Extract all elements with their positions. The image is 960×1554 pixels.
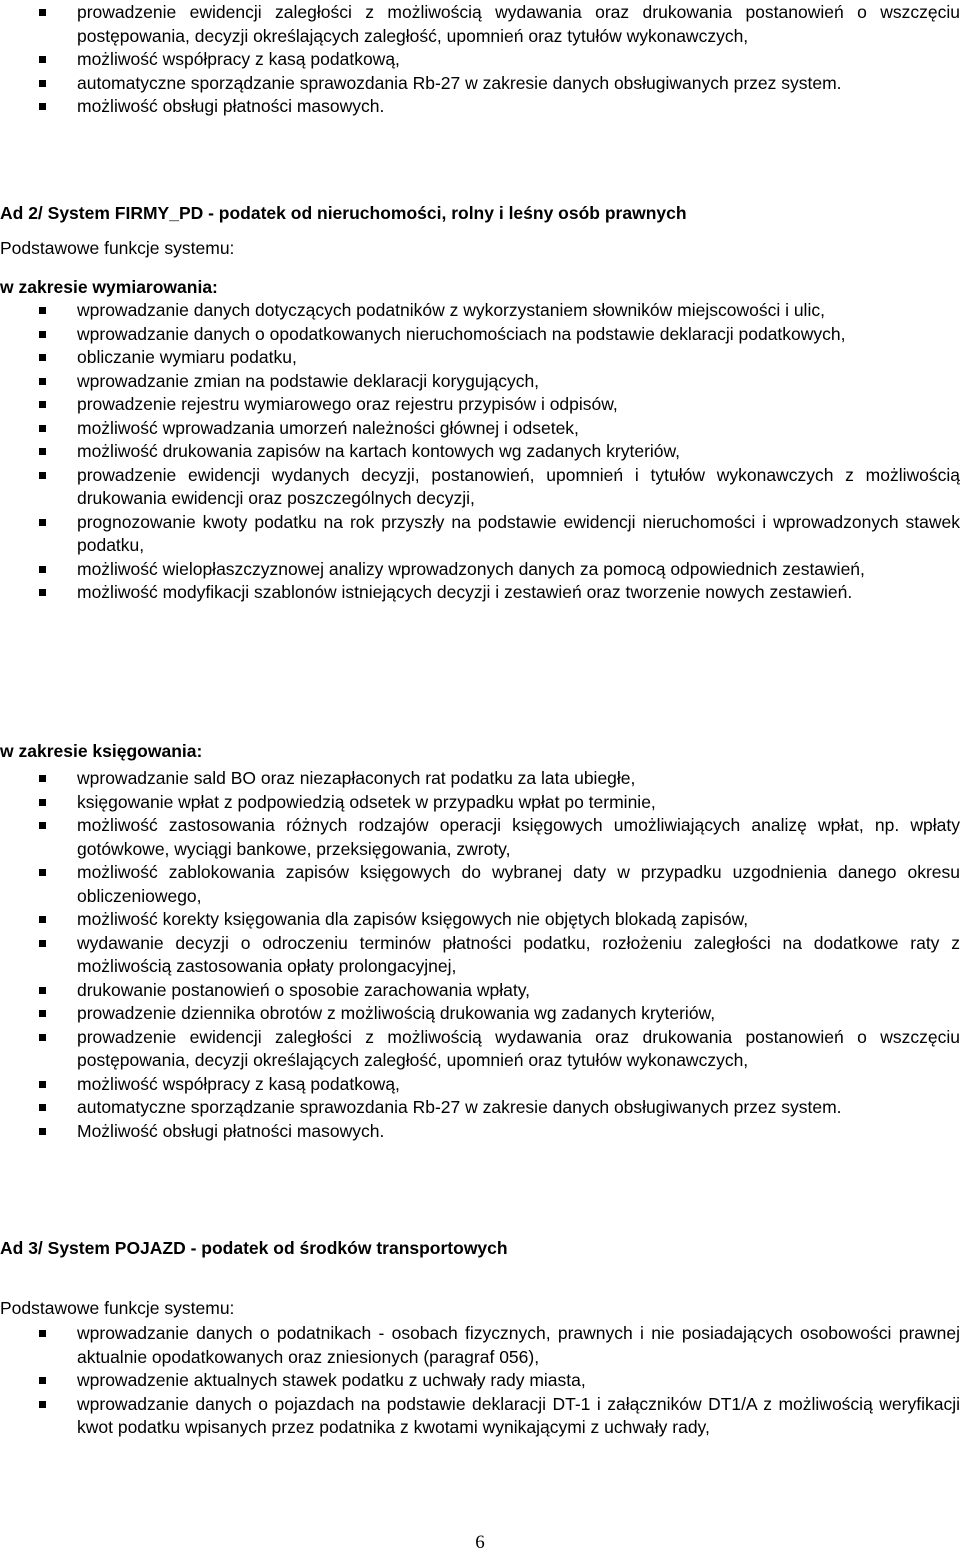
list-item: możliwość korekty księgowania dla zapisów księgowych nie objętych blokadą zapisów,: [0, 908, 960, 932]
bullet-icon: [39, 472, 46, 479]
list-item: wprowadzanie danych o pojazdach na podstawie deklaracji DT-1 i załączników DT1/A z możliwością weryfikacji kwot podatku wpisanych przez podatnika z kwotami wynikającymi z uchwały rady,: [0, 1393, 960, 1440]
wymiar-list: [0, 299, 960, 605]
list-item: możliwość zablokowania zapisów księgowych do wybranej daty w przypadku uzgodnienia danego okresu obliczeniowego,: [0, 861, 960, 908]
bullet-icon: [39, 103, 46, 110]
bullet-icon: [39, 354, 46, 361]
bullet-icon: [39, 799, 46, 806]
bullet-icon: [39, 775, 46, 782]
bullet-icon: [39, 589, 46, 596]
bullet-icon: [39, 331, 46, 338]
section3-list: [0, 1322, 960, 1440]
list-item: możliwość zastosowania różnych rodzajów operacji księgowych umożliwiających analizę wpłat, np. wpłaty gotówkowe, wyciągi bankowe, przeksięgowania, zwroty,: [0, 814, 960, 861]
list-item: wprowadzanie danych o podatnikach - osobach fizycznych, prawnych i nie posiadających osobowości prawnej aktualnie opodatkowanych oraz zniesionych (paragraf 056),: [0, 1322, 960, 1369]
bullet-icon: [39, 940, 46, 947]
bullet-icon: [39, 822, 46, 829]
list-item: możliwość modyfikacji szablonów istniejących decyzji i zestawień oraz tworzenie nowych zestawień.: [0, 581, 960, 605]
list-item: księgowanie wpłat z podpowiedzią odsetek w przypadku wpłat po terminie,: [0, 791, 960, 815]
section2-intro: Podstawowe funkcje systemu:: [0, 238, 235, 258]
list-item: Możliwość obsługi płatności masowych.: [0, 1120, 960, 1144]
list-item: prowadzenie rejestru wymiarowego oraz rejestru przypisów i odpisów,: [0, 393, 960, 417]
section3-heading: Ad 3/ System POJAZD - podatek od środków transportowych: [0, 1238, 508, 1258]
bullet-icon: [39, 9, 46, 16]
section3-intro: Podstawowe funkcje systemu:: [0, 1298, 235, 1318]
page-number: 6: [475, 1532, 485, 1553]
bullet-icon: [39, 869, 46, 876]
section2-heading: Ad 2/ System FIRMY_PD - podatek od nieruchomości, rolny i leśny osób prawnych: [0, 203, 687, 223]
intro-list: [0, 1, 960, 119]
bullet-icon: [39, 448, 46, 455]
list-item: prowadzenie ewidencji zaległości z możliwością wydawania oraz drukowania postanowień o wszczęciu postępowania, decyzji określających zaległość, upomnień oraz tytułów wykonawczych,: [0, 1026, 960, 1073]
list-item: prowadzenie ewidencji zaległości z możliwością wydawania oraz drukowania postanowień o wszczęciu postępowania, decyzji określających zaległość, upomnień oraz tytułów wykonawczych,: [0, 1, 960, 48]
list-item: wydawanie decyzji o odroczeniu terminów płatności podatku, rozłożeniu zaległości na dodatkowe raty z możliwością zastosowania opłaty prolongacyjnej,: [0, 932, 960, 979]
bullet-icon: [39, 1377, 46, 1384]
bullet-icon: [39, 1104, 46, 1111]
bullet-icon: [39, 1128, 46, 1135]
bullet-icon: [39, 916, 46, 923]
bullet-icon: [39, 80, 46, 87]
bullet-icon: [39, 56, 46, 63]
bullet-icon: [39, 1330, 46, 1337]
list-item: automatyczne sporządzanie sprawozdania Rb-27 w zakresie danych obsługiwanych przez system.: [0, 1096, 960, 1120]
ksieg-heading: w zakresie księgowania:: [0, 741, 203, 761]
list-item: możliwość współpracy z kasą podatkową,: [0, 48, 960, 72]
list-item: wprowadzanie zmian na podstawie deklaracji korygujących,: [0, 370, 960, 394]
bullet-icon: [39, 987, 46, 994]
wymiar-heading: w zakresie wymiarowania:: [0, 277, 218, 297]
bullet-icon: [39, 1081, 46, 1088]
list-item: drukowanie postanowień o sposobie zarachowania wpłaty,: [0, 979, 960, 1003]
bullet-icon: [39, 1401, 46, 1408]
list-item: możliwość wielopłaszczyznowej analizy wprowadzonych danych za pomocą odpowiednich zestawień,: [0, 558, 960, 582]
list-item: wprowadzanie danych o opodatkowanych nieruchomościach na podstawie deklaracji podatkowych,: [0, 323, 960, 347]
list-item: prognozowanie kwoty podatku na rok przyszły na podstawie ewidencji nieruchomości i wprowadzonych stawek podatku,: [0, 511, 960, 558]
list-item: wprowadzenie aktualnych stawek podatku z uchwały rady miasta,: [0, 1369, 960, 1393]
list-item: wprowadzanie sald BO oraz niezapłaconych rat podatku za lata ubiegłe,: [0, 767, 960, 791]
bullet-icon: [39, 1010, 46, 1017]
list-item: możliwość obsługi płatności masowych.: [0, 95, 960, 119]
list-item: możliwość wprowadzania umorzeń należności głównej i odsetek,: [0, 417, 960, 441]
bullet-icon: [39, 307, 46, 314]
list-item: automatyczne sporządzanie sprawozdania Rb-27 w zakresie danych obsługiwanych przez system.: [0, 72, 960, 96]
list-item: prowadzenie ewidencji wydanych decyzji, postanowień, upomnień i tytułów wykonawczych z możliwością drukowania ewidencji oraz poszczególnych decyzji,: [0, 464, 960, 511]
bullet-icon: [39, 425, 46, 432]
bullet-icon: [39, 519, 46, 526]
list-item: wprowadzanie danych dotyczących podatników z wykorzystaniem słowników miejscowości i ulic,: [0, 299, 960, 323]
list-item: prowadzenie dziennika obrotów z możliwością drukowania wg zadanych kryteriów,: [0, 1002, 960, 1026]
bullet-icon: [39, 1034, 46, 1041]
bullet-icon: [39, 566, 46, 573]
ksieg-list: [0, 767, 960, 1143]
bullet-icon: [39, 378, 46, 385]
list-item: obliczanie wymiaru podatku,: [0, 346, 960, 370]
list-item: możliwość współpracy z kasą podatkową,: [0, 1073, 960, 1097]
list-item: możliwość drukowania zapisów na kartach kontowych wg zadanych kryteriów,: [0, 440, 960, 464]
bullet-icon: [39, 401, 46, 408]
